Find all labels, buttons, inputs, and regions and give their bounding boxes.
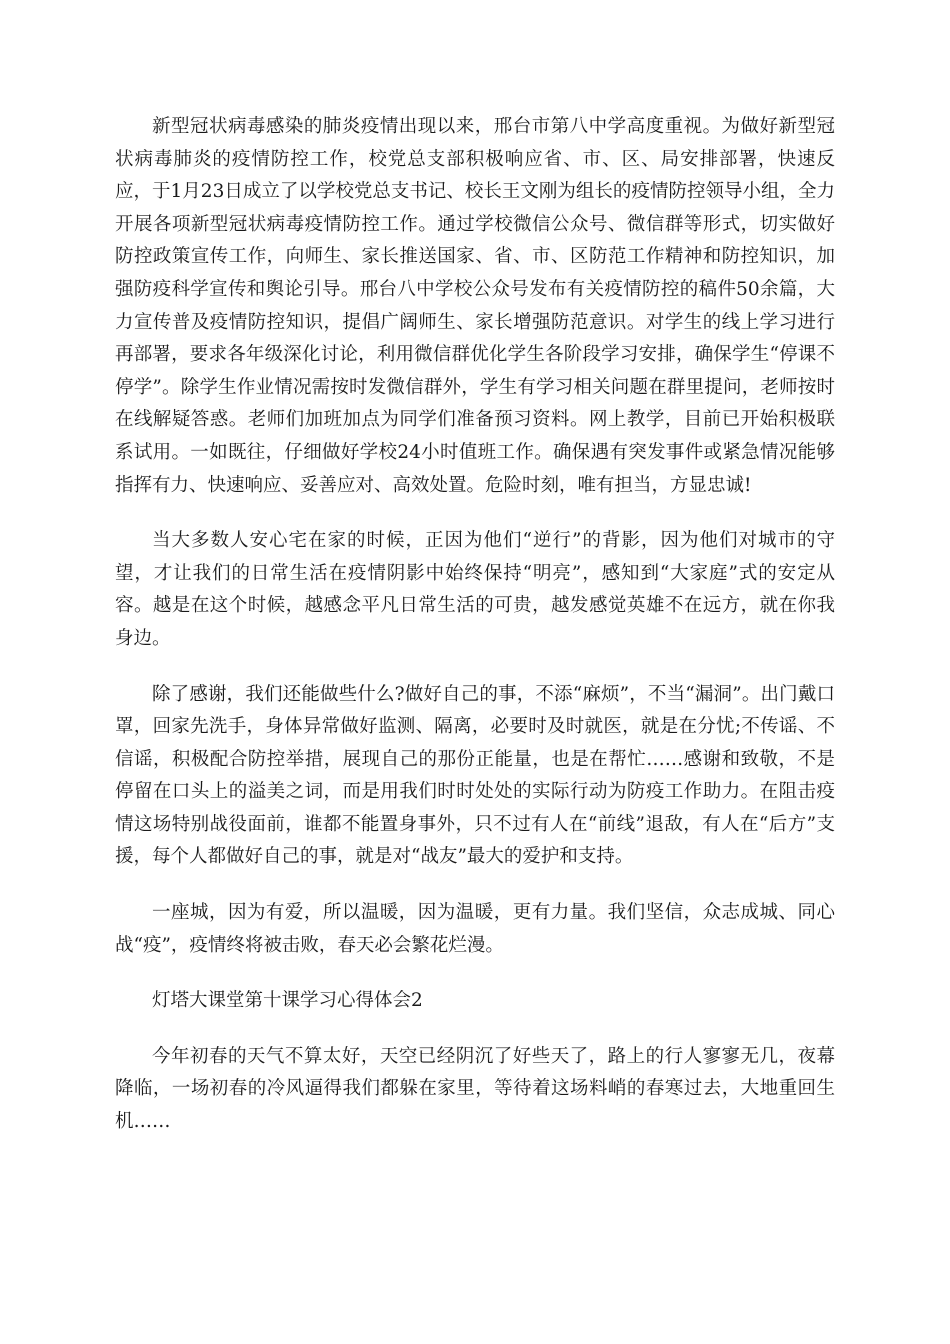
paragraph-city-with-love: 一座城，因为有爱，所以温暖，因为温暖，更有力量。我们坚信，众志成城、同心战“疫”，疫情终将被击败，春天必会繁花烂漫。: [115, 902, 835, 956]
paragraph-early-spring: 今年初春的天气不算太好，天空已经阴沉了好些天了，路上的行人寥寥无几，夜幕降临，一场初春的冷风逼得我们都躲在家里，等待着这场料峭的春寒过去，大地重回生机……: [115, 1045, 835, 1133]
paragraph-retrograde-heroes: 当大多数人安心宅在家的时候，正因为他们“逆行”的背影，因为他们对城市的守望，才让我们的日常生活在疫情阴影中始终保持“明亮”，感知到“大家庭”式的安定从容。越是在这个时候，越感念平凡日常生活的可贵，越发感觉英雄不在远方，就在你我身边。: [115, 530, 835, 649]
section-subtitle: 灯塔大课堂第十课学习心得体会2: [152, 990, 423, 1012]
document-body: [115, 111, 835, 1162]
paragraph-epidemic-prevention: 新型冠状病毒感染的肺炎疫情出现以来，邢台市第八中学高度重视。为做好新型冠状病毒肺炎的疫情防控工作，校党总支部积极响应省、市、区、局安排部署，快速反应，于1月23日成立了以学校党总支书记、校长王文刚为组长的疫情防控领导小组，全力开展各项新型冠状病毒疫情防控工作。通过学校微信公众号、微信群等形式，切实做好防控政策宣传工作，向师生、家长推送国家、省、市、区防范工作精神和防控知识，加强防疫科学宣传和舆论引导。邢台八中学校公众号发布有关疫情防控的稿件50余篇，大力宣传普及疫情防控知识，提倡广阔师生、家长增强防范意识。对学生的线上学习进行再部署，要求各年级深化讨论，利用微信群优化学生各阶段学习安排，确保学生“停课不停学”。除学生作业情况需按时发微信群外，学生有学习相关问题在群里提问，老师按时在线解疑答惑。老师们加班加点为同学们准备预习资料。网上教学，目前已开始积极联系试用。一如既往，仔细做好学校24小时值班工作。确保遇有突发事件或紧急情况能够指挥有力、快速响应、妥善应对、高效处置。危险时刻，唯有担当，方显忠诚!: [115, 116, 835, 496]
paragraph-what-we-can-do: 除了感谢，我们还能做些什么?做好自己的事，不添“麻烦”，不当“漏洞”。出门戴口罩，回家先洗手，身体异常做好监测、隔离，必要时及时就医，就是在分忧;不传谣、不信谣，积极配合防控举措，展现自己的那份正能量，也是在帮忙……感谢和致敬，不是停留在口头上的溢美之词，而是用我们时时处处的实际行动为防疫工作助力。在阻击疫情这场特别战役面前，谁都不能置身事外，只不过有人在“前线”退敌，有人在“后方”支援，每个人都做好自己的事，就是对“战友”最大的爱护和支持。: [115, 683, 835, 868]
